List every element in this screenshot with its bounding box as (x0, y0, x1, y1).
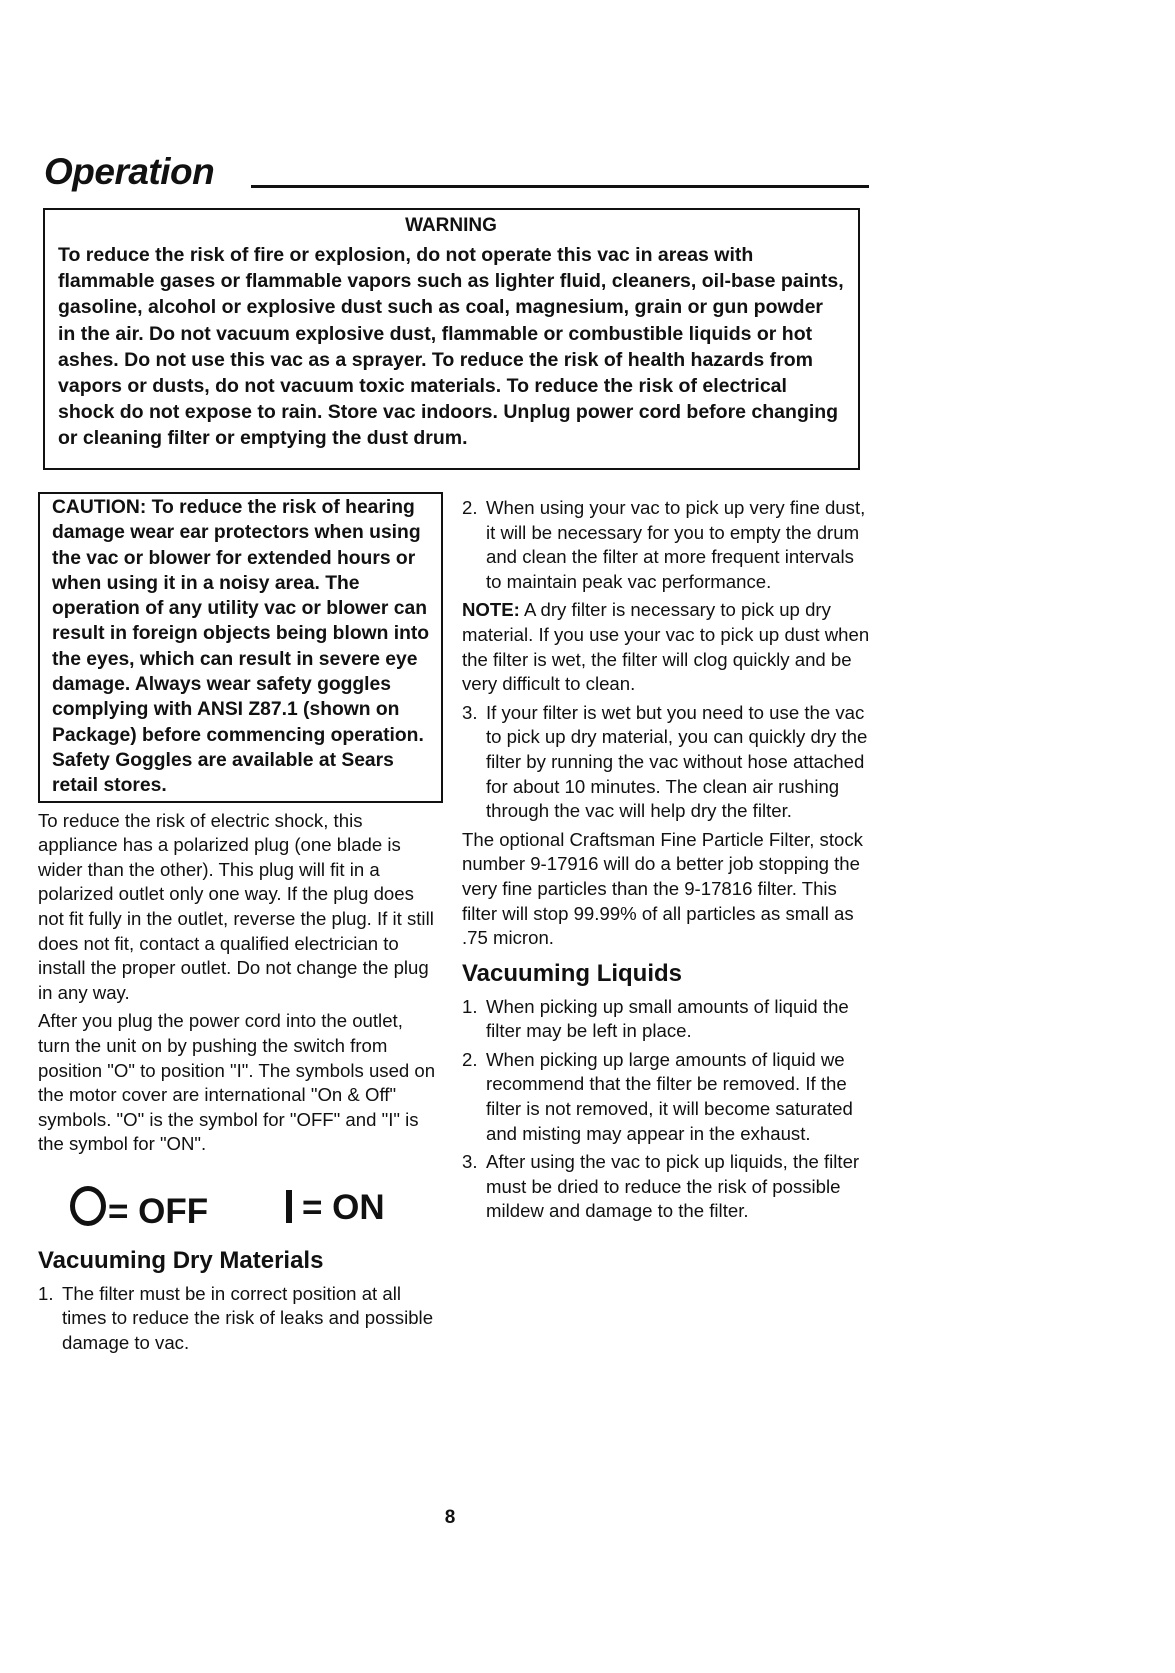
step-number: 1. (38, 1282, 54, 1304)
liquids-heading: Vacuuming Liquids (462, 959, 683, 987)
warning-box (43, 208, 860, 470)
page-number: 8 (444, 1507, 456, 1528)
circle-o-icon (70, 1186, 106, 1226)
step-number: 2. (462, 1048, 478, 1070)
dry-steps-list (38, 1282, 440, 1356)
step-number: 1. (462, 995, 478, 1017)
step-number: 3. (462, 1151, 478, 1173)
note-label: NOTE: (462, 599, 520, 621)
step-text: The filter must be in correct position at all times to reduce the risk of leaks and possible damage to vac. (62, 1282, 434, 1354)
list-item (462, 995, 872, 1044)
step-number: 2. (462, 497, 478, 518)
section-header (44, 150, 869, 202)
list-item (462, 496, 872, 594)
step-text: When using your vac to pick up very fine dust, it will be necessary for you to empty the drum and clean the filter at more frequent intervals to maintain peak vac performance. (486, 497, 866, 592)
step-text: If your filter is wet but you need to use the vac to pick up dry material, you can quickly dry the filter by running the vac without hose attached for about 10 minutes. The clean air rushing through the vac will help dry the filter. (486, 701, 868, 822)
polarized-plug-paragraph: To reduce the risk of electric shock, this appliance has a polarized plug (one blade is wider than the other). This plug will fit in a polarized outlet only one way. If the plug does not fit fully in the outlet, reverse the plug. If it still does not fit, contact a qualified electrician to install the proper outlet. Do not change the plug in any way. (38, 809, 434, 1003)
note-text: A dry filter is necessary to pick up dry material. If you use your vac to pick up dust when the filter is wet, the filter will clog quickly and be very difficult to clean. (462, 599, 870, 695)
on-symbol (286, 1186, 385, 1230)
list-item (462, 701, 872, 824)
off-label: = OFF (108, 1191, 209, 1231)
list-item (462, 1048, 872, 1146)
page-title: Operation (44, 151, 215, 192)
step-text: After using the vac to pick up liquids, the filter must be dried to reduce the risk of possible mildew and damage to the filter. (486, 1151, 860, 1222)
note-paragraph (462, 598, 872, 696)
list-item (38, 1282, 440, 1356)
dry-steps-continued-b (462, 701, 872, 824)
title-rule (251, 185, 869, 188)
warning-text: To reduce the risk of fire or explosion, do not operate this vac in areas with flammable gases or flammable vapors such as lighter fluid, cleaners, oil-base paints, gasoline, alcohol or explosive dust such as coal, magnesium, grain or gun powder in the air. Do not vacuum explosive dust, flammable or combustible liquids or hot ashes. Do not use this vac as a sprayer. To reduce the risk of health hazards from vapors or dusts, do not vacuum toxic materials. To reduce the risk of electrical shock do not expose to rain. Store vac indoors. Unplug power cord before changing or cleaning filter or emptying the dust drum. (58, 244, 844, 450)
dry-materials-heading: Vacuuming Dry Materials (38, 1246, 324, 1274)
optional-filter-paragraph: The optional Craftsman Fine Particle Filter, stock number 9-17916 will do a better job stopping the very fine particles than the 9-17816 filter. This filter will stop 99.99% of all particles as small as .75 micron. (462, 828, 863, 949)
liquid-steps-list (462, 995, 872, 1224)
off-symbol (70, 1186, 208, 1234)
left-column (38, 492, 440, 1356)
step-text: When picking up small amounts of liquid the filter may be left in place. (486, 995, 849, 1042)
step-text: When picking up large amounts of liquid we recommend that the filter be removed. If the filter is not removed, it will become saturated and misting may appear in the exhaust. (486, 1048, 853, 1144)
on-label: = ON (302, 1187, 385, 1227)
caution-text: CAUTION: To reduce the risk of hearing damage wear ear protectors when using the vac or blower for extended hours or when using it in a noisy area. The operation of any utility vac or blower can result in foreign objects being blown into the eyes, which can result in severe eye damage. Always wear safety goggles complying with ANSI Z87.1 (shown on Package) before commencing operation. Safety Goggles are available at Sears retail stores. (52, 497, 430, 797)
on-off-symbols (38, 1186, 440, 1246)
bar-i-icon (286, 1190, 292, 1223)
right-column (462, 496, 872, 1224)
switch-paragraph: After you plug the power cord into the outlet, turn the unit on by pushing the switch from position "O" to position "I". The symbols used on the motor cover are international "On & Off" symbols. "O" is the symbol for "OFF" and "I" is the symbol for "ON". (38, 1010, 436, 1155)
dry-steps-continued (462, 496, 872, 594)
list-item (462, 1150, 872, 1224)
caution-box (38, 492, 443, 803)
step-number: 3. (462, 701, 478, 723)
warning-heading: WARNING (405, 215, 497, 236)
